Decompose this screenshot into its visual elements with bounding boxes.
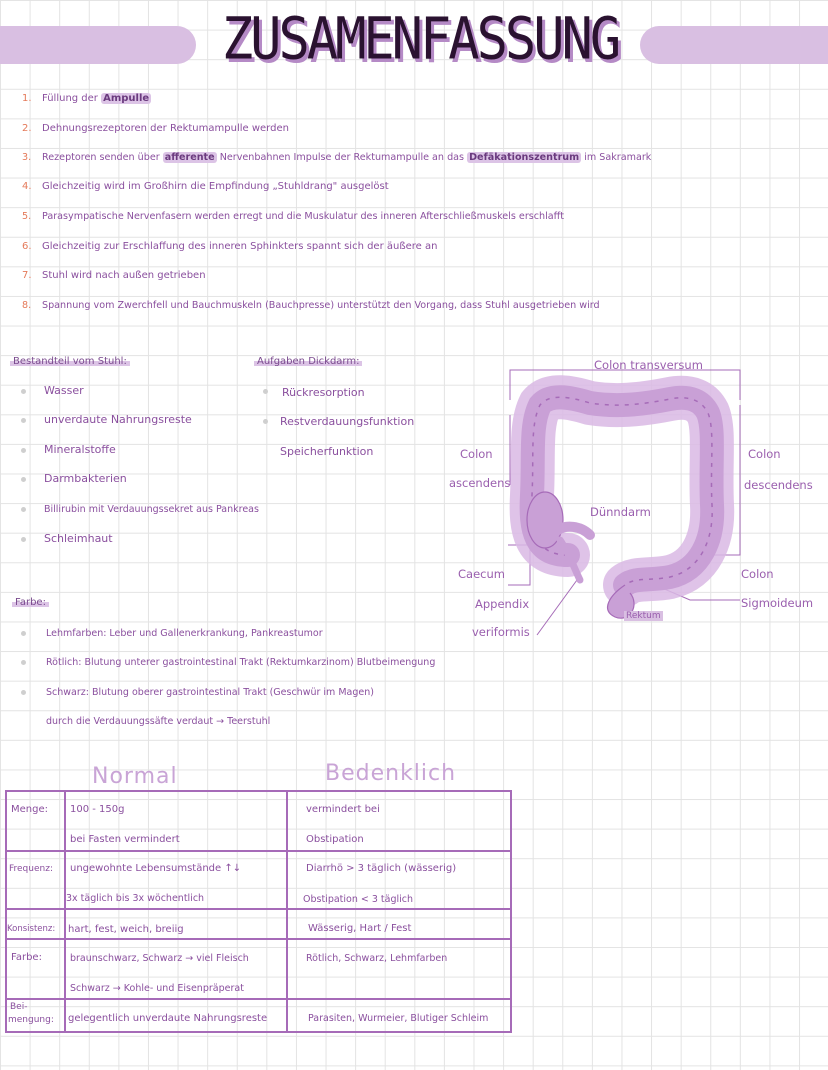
bullet-dot bbox=[21, 690, 26, 695]
step-text: Dehnungsrezeptoren der Rektumampulle werden bbox=[42, 123, 289, 134]
bestandteil-item: Schleimhaut bbox=[44, 532, 113, 545]
label-colon-descendens-1: Colon bbox=[748, 447, 781, 461]
table-border-bottom bbox=[5, 1031, 512, 1033]
cell-normal: bei Fasten vermindert bbox=[70, 834, 180, 845]
cell-normal: braunschwarz, Schwarz → viel Fleisch bbox=[70, 953, 249, 964]
cell-bedenklich: Parasiten, Wurmeier, Blutiger Schleim bbox=[308, 1013, 489, 1024]
cell-normal: 3x täglich bis 3x wöchentlich bbox=[66, 893, 205, 904]
label-appendix-1: Appendix bbox=[475, 597, 530, 611]
row-label-beimengung-1: Bei- bbox=[10, 1002, 28, 1012]
cell-bedenklich: Diarrhö > 3 täglich (wässerig) bbox=[306, 863, 457, 874]
step-text-after: im Sakramark bbox=[581, 152, 652, 163]
label-caecum: Caecum bbox=[458, 567, 505, 581]
step-8 bbox=[22, 300, 600, 311]
step-text-mid: Nervenbahnen Impulse der Rektumampulle an das bbox=[216, 152, 468, 163]
cell-bedenklich: Rötlich, Schwarz, Lehmfarben bbox=[306, 953, 448, 964]
label-colon-descendens-2: descendens bbox=[744, 478, 813, 492]
label-duenndarm: Dünndarm bbox=[590, 505, 651, 519]
step-number: 4. bbox=[22, 181, 32, 192]
bestandteil-item: Mineralstoffe bbox=[44, 443, 116, 456]
aufgaben-item: Rückresorption bbox=[282, 386, 365, 399]
row-label-menge: Menge: bbox=[11, 804, 48, 815]
table-border-left bbox=[5, 790, 7, 1033]
header-band-right bbox=[640, 26, 828, 64]
step-highlight-2: Defäkationszentrum bbox=[469, 152, 580, 163]
cell-bedenklich: Obstipation bbox=[306, 834, 364, 845]
table-border-right bbox=[510, 790, 512, 1033]
bullet-dot bbox=[21, 537, 26, 542]
step-number: 6. bbox=[22, 241, 32, 252]
page-title: ZUSAMENFASSUNG bbox=[221, 6, 619, 74]
table-divider-col bbox=[286, 790, 288, 1033]
row-label-beimengung-2: mengung: bbox=[8, 1015, 54, 1025]
cell-normal: gelegentlich unverdaute Nahrungsreste bbox=[68, 1013, 268, 1024]
step-text: Füllung der bbox=[42, 93, 102, 104]
step-text: Stuhl wird nach außen getrieben bbox=[42, 270, 206, 281]
bestandteil-item: Billirubin mit Verdauungssekret aus Pankreas bbox=[44, 504, 259, 515]
label-colon-sigmoideum-2: Sigmoideum bbox=[741, 596, 814, 610]
aufgaben-heading: Aufgaben Dickdarm: bbox=[254, 356, 362, 367]
cell-normal: Schwarz → Kohle- und Eisenpräperat bbox=[70, 983, 244, 994]
bullet-dot bbox=[21, 448, 26, 453]
table-head-normal: Normal bbox=[92, 764, 178, 789]
header-band-left bbox=[0, 26, 196, 64]
bestandteil-item: unverdaute Nahrungsreste bbox=[44, 413, 192, 426]
table-border-top bbox=[5, 790, 512, 792]
label-rektum: Rektum bbox=[626, 611, 661, 621]
step-2 bbox=[22, 123, 289, 134]
farbe-item: Lehmfarben: Leber und Gallenerkrankung, Pankreastumor bbox=[46, 628, 323, 639]
aufgaben-item: Speicherfunktion bbox=[280, 445, 374, 458]
bestandteil-item: Darmbakterien bbox=[44, 472, 127, 485]
step-7 bbox=[22, 270, 206, 281]
farbe-heading: Farbe: bbox=[12, 597, 49, 608]
step-text: Parasympatische Nervenfasern werden erregt und die Muskulatur des inneren Afterschließmuskels erschlafft bbox=[42, 211, 565, 222]
step-text: Rezeptoren senden über bbox=[42, 152, 163, 163]
table-head-bedenklich: Bedenklich bbox=[325, 761, 457, 786]
step-text: Gleichzeitig wird im Großhirn die Empfindung „Stuhldrang" ausgelöst bbox=[42, 181, 389, 192]
cell-bedenklich: vermindert bei bbox=[306, 804, 380, 815]
bestandteil-heading: Bestandteil vom Stuhl: bbox=[10, 356, 130, 367]
row-label-konsistenz: Konsistenz: bbox=[7, 924, 56, 934]
step-text: Gleichzeitig zur Erschlaffung des inneren Sphinkters spannt sich der äußere an bbox=[42, 241, 438, 252]
bestandteil-item: Wasser bbox=[44, 384, 84, 397]
step-1 bbox=[22, 93, 151, 104]
step-number: 5. bbox=[22, 211, 32, 222]
farbe-item: Rötlich: Blutung unterer gastrointestinal Trakt (Rektumkarzinom) Blutbeimengung bbox=[46, 657, 436, 668]
cell-normal: ungewohnte Lebensumstände ↑↓ bbox=[70, 863, 242, 874]
step-highlight: Ampulle bbox=[103, 93, 150, 104]
step-4 bbox=[22, 181, 389, 192]
cell-bedenklich: Obstipation < 3 täglich bbox=[303, 894, 414, 905]
row-label-frequenz: Frequenz: bbox=[9, 864, 53, 874]
bullet-dot bbox=[21, 631, 26, 636]
table-divider-col bbox=[64, 790, 66, 1033]
table-divider bbox=[5, 850, 512, 852]
label-colon-transversum: Colon transversum bbox=[594, 358, 703, 372]
step-text: Spannung vom Zwerchfell und Bauchmuskeln (Bauchpresse) unterstützt den Vorgang, dass Stuhl ausgetrieben wird bbox=[42, 300, 600, 311]
step-3 bbox=[22, 152, 651, 163]
aufgaben-item: Restverdauungsfunktion bbox=[280, 415, 415, 428]
step-number: 2. bbox=[22, 123, 32, 134]
step-number: 3. bbox=[22, 152, 32, 163]
farbe-item: Schwarz: Blutung oberer gastrointestinal Trakt (Geschwür im Magen) bbox=[46, 687, 374, 698]
cell-normal: hart, fest, weich, breiig bbox=[68, 924, 184, 935]
cell-normal: 100 - 150g bbox=[70, 804, 125, 815]
step-number: 8. bbox=[22, 300, 32, 311]
bullet-dot bbox=[263, 419, 268, 424]
bullet-dot bbox=[21, 389, 26, 394]
label-colon-sigmoideum-1: Colon bbox=[741, 567, 774, 581]
table-divider bbox=[5, 908, 512, 910]
farbe-continuation: durch die Verdauungssäfte verdaut → Teerstuhl bbox=[46, 716, 271, 727]
label-colon-ascendens-1: Colon bbox=[460, 447, 493, 461]
bullet-dot bbox=[21, 418, 26, 423]
table-divider bbox=[5, 998, 512, 1000]
bullet-dot bbox=[263, 389, 268, 394]
label-appendix-2: veriformis bbox=[472, 625, 530, 639]
cell-bedenklich: Wässerig, Hart / Fest bbox=[308, 923, 412, 934]
bullet-dot bbox=[21, 660, 26, 665]
step-5 bbox=[22, 211, 564, 222]
table-divider bbox=[5, 938, 512, 940]
row-label-farbe: Farbe: bbox=[11, 952, 42, 963]
step-number: 1. bbox=[22, 93, 32, 104]
step-number: 7. bbox=[22, 270, 32, 281]
label-colon-ascendens-2: ascendens bbox=[449, 476, 511, 490]
step-6 bbox=[22, 241, 437, 252]
bullet-dot bbox=[21, 477, 26, 482]
bullet-dot bbox=[21, 507, 26, 512]
step-highlight: afferente bbox=[164, 152, 215, 163]
